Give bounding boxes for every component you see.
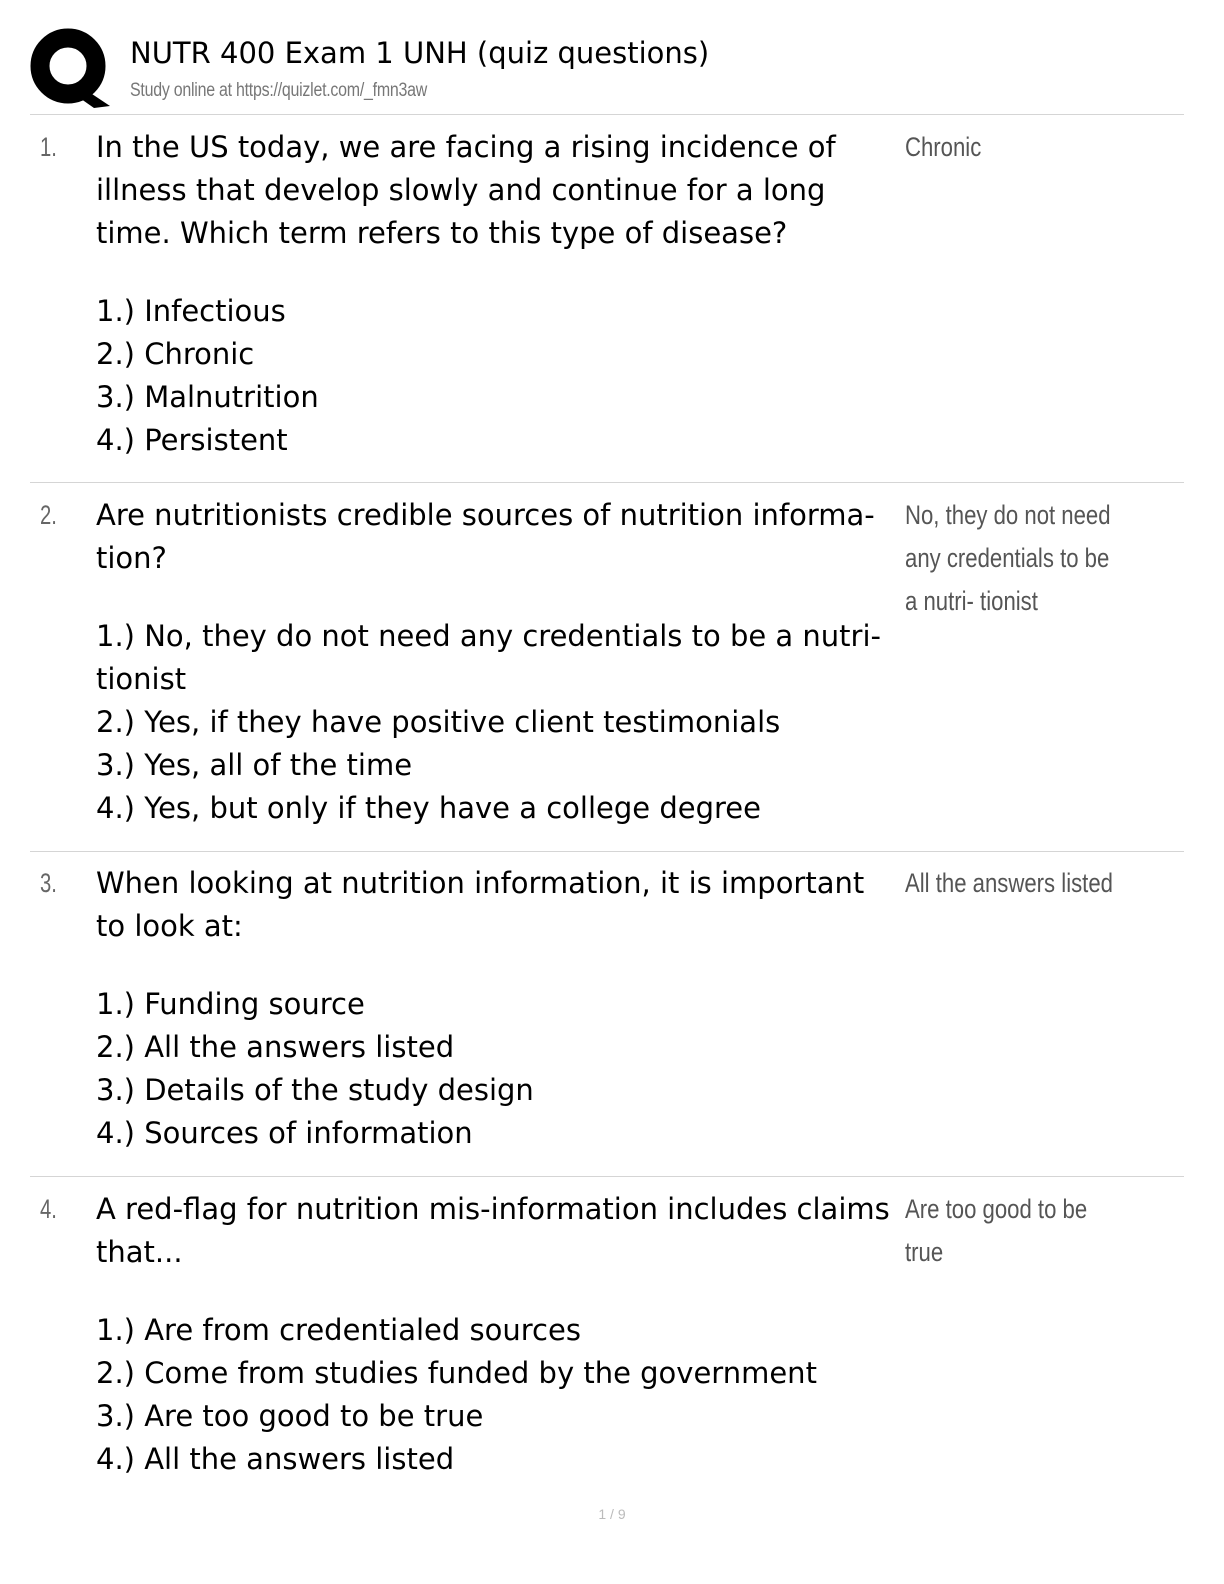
option-item: 3.) Yes, all of the time bbox=[96, 748, 413, 782]
option-item: 1.) No, they do not need any credentials to be a nutri- bbox=[96, 619, 881, 653]
option-item: 2.) Chronic bbox=[96, 337, 255, 371]
question-text: When looking at nutrition information, it is important to look at: bbox=[96, 866, 865, 943]
card-divider bbox=[30, 482, 1184, 483]
answer-text: No, they do not need any credentials to be a nutri- tionist bbox=[905, 500, 1111, 616]
option-item: 4.) Sources of information bbox=[96, 1116, 473, 1150]
option-list bbox=[96, 290, 896, 462]
question-text: In the US today, we are facing a rising incidence of illness that develop slowly and continue for a long time. Which term refers to this type of disease? bbox=[96, 130, 836, 250]
question-text: Are nutritionists credible sources of nutrition informa- tion? bbox=[96, 498, 875, 575]
study-online-link[interactable]: Study online at https://quizlet.com/_fmn3aw bbox=[130, 80, 428, 101]
option-item: 1.) Are from credentialed sources bbox=[96, 1313, 581, 1347]
option-item: 4.) Yes, but only if they have a college degree bbox=[96, 791, 761, 825]
option-item: 3.) Details of the study design bbox=[96, 1073, 534, 1107]
card-divider bbox=[30, 851, 1184, 852]
answer-text: All the answers listed bbox=[905, 868, 1113, 898]
option-item: 2.) All the answers listed bbox=[96, 1030, 455, 1064]
document-title: NUTR 400 Exam 1 UNH (quiz questions) bbox=[130, 36, 710, 70]
question-card-1 bbox=[30, 126, 1184, 476]
answer-text: Chronic bbox=[905, 132, 982, 162]
option-item: 3.) Are too good to be true bbox=[96, 1399, 484, 1433]
question-number: 1. bbox=[40, 132, 57, 162]
option-list bbox=[96, 1309, 896, 1481]
question-card-3 bbox=[30, 862, 1184, 1172]
page-number: 1 / 9 bbox=[598, 1506, 626, 1522]
question-card-2 bbox=[30, 494, 1184, 844]
answer-text: Are too good to be true bbox=[905, 1194, 1088, 1267]
option-item: 2.) Come from studies funded by the government bbox=[96, 1356, 817, 1390]
option-item: tionist bbox=[96, 662, 187, 696]
question-text: A red-flag for nutrition mis-information includes claims that... bbox=[96, 1192, 890, 1269]
question-card-4 bbox=[30, 1188, 1184, 1498]
question-number: 4. bbox=[40, 1194, 57, 1224]
quizlet-logo-icon bbox=[30, 28, 112, 110]
option-item: 2.) Yes, if they have positive client testimonials bbox=[96, 705, 781, 739]
question-number: 3. bbox=[40, 868, 57, 898]
question-number: 2. bbox=[40, 500, 57, 530]
option-item: 1.) Infectious bbox=[96, 294, 286, 328]
page-header bbox=[30, 28, 1184, 114]
option-list bbox=[96, 983, 896, 1155]
card-divider bbox=[30, 1176, 1184, 1177]
option-list bbox=[96, 615, 896, 830]
header-divider bbox=[30, 114, 1184, 115]
option-item: 3.) Malnutrition bbox=[96, 380, 319, 414]
option-item: 1.) Funding source bbox=[96, 987, 365, 1021]
option-item: 4.) All the answers listed bbox=[96, 1442, 455, 1476]
option-item: 4.) Persistent bbox=[96, 423, 288, 457]
